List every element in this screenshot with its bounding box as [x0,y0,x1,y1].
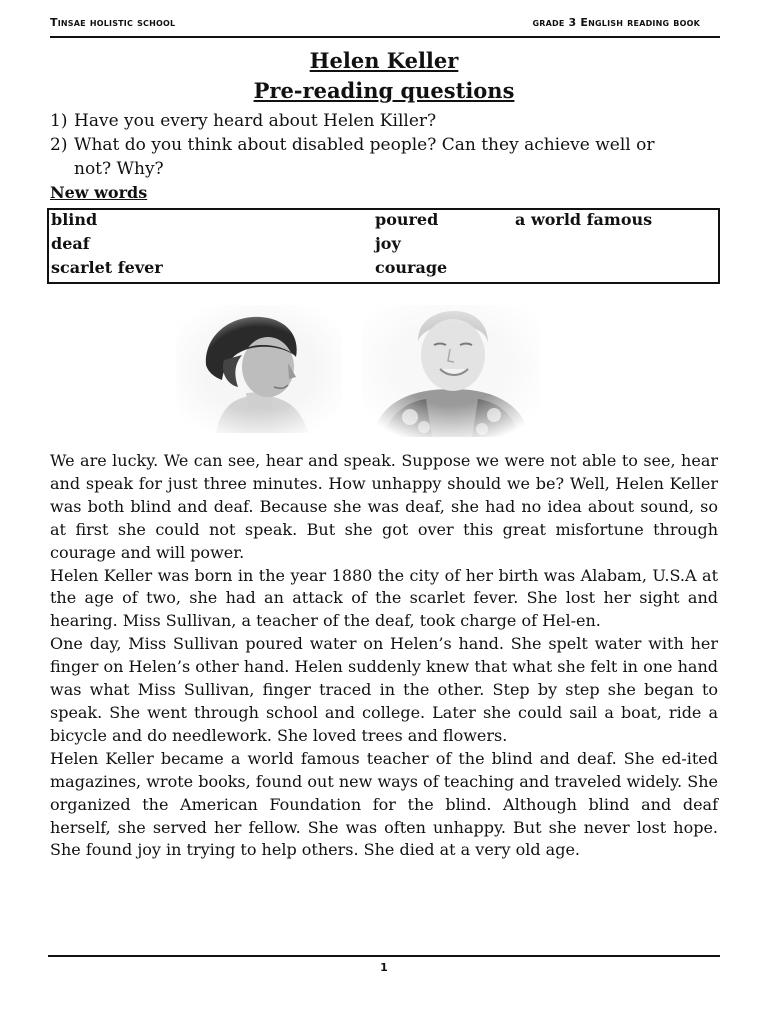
word-blind: blind [51,210,98,229]
word-deaf: deaf [51,234,90,253]
new-words-label: New words [50,183,148,202]
helen-keller-old-portrait [362,305,540,437]
paragraph: One day, Miss Sullivan poured water on Helen’s hand. She spelt water with her finger on Helen’s other hand. Helen suddenly knew that what she felt in one hand was what Miss Sullivan, finger traced in the other. Step by step she began to speak. She went through school and college. Later she could sail a boat, ride a bicycle and do needlework. She loved trees and flowers. [50,634,718,745]
question-text: Have you every heard about Helen Killer? [74,111,437,131]
word-courage: courage [375,258,448,277]
word-joy: joy [375,234,401,253]
section-title: Pre-reading questions [253,78,515,103]
question-number: 1) [50,111,68,131]
question-text: What do you think about disabled people? Can they achieve well or [74,135,655,155]
page-number: 1 [380,961,388,974]
word-scarlet-fever: scarlet fever [51,258,163,277]
paragraph: Helen Keller was born in the year 1880 the city of her birth was Alabam, U.S.A at the age of two, she had an attack of the scarlet fever. She lost her sight and hearing. Miss Sullivan, a teacher of the deaf, took charge of Hel-en. [50,565,718,631]
helen-keller-young-portrait [176,305,342,433]
story-text [50,450,718,862]
word-a-world-famous: a world famous [515,210,653,229]
question-1 [50,109,730,133]
page-footer [48,955,720,974]
question-2 [50,133,730,181]
page-header [50,12,720,38]
page-title: Helen Keller [309,48,459,73]
school-name: Tinsae holistic school [50,16,176,29]
book-name: grade 3 English reading book [532,16,700,29]
word-poured: poured [375,210,439,229]
question-text-continued: not? Why? [74,159,164,179]
paragraph: Helen Keller became a world famous teacher of the blind and deaf. She ed-ited magazines, wrote books, found out new ways of teaching and traveled widely. She organized the American Foundation for the blind. Although blind and deaf herself, she served her fellow. She was often unhappy. But she never lost hope. She found joy in trying to help others. She died at a very old age. [50,748,718,860]
question-number: 2) [50,135,68,155]
paragraph: We are lucky. We can see, hear and speak. Suppose we were not able to see, hear and speak for just three minutes. How unhappy should we be? Well, Helen Keller was both blind and deaf. Because she was deaf, she had no idea about sound, so at first she could not speak. But she got over this great misfortune through courage and will power. [50,451,718,562]
new-words-box [47,208,720,284]
